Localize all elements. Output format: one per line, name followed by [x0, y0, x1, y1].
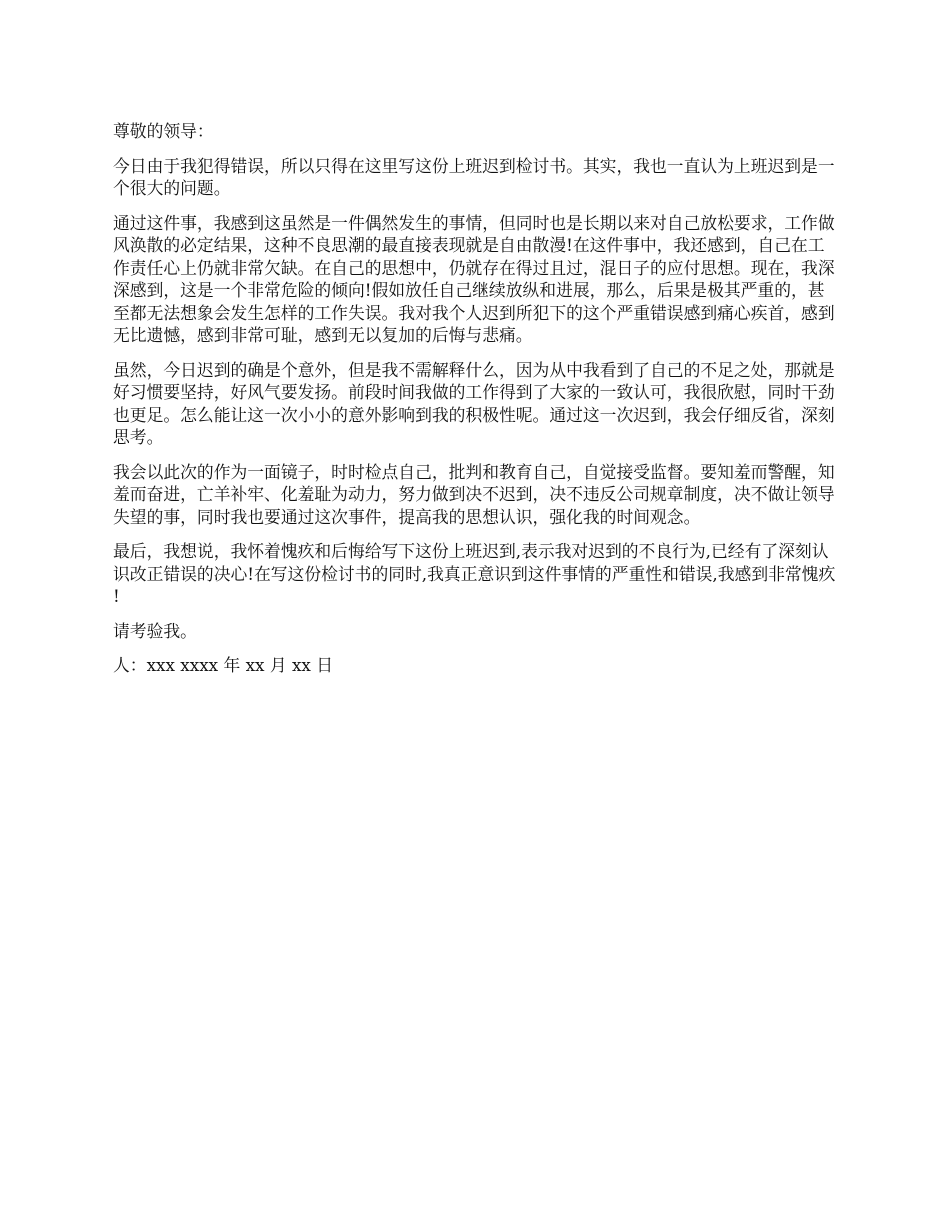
paragraph-3: 虽然，今日迟到的确是个意外，但是我不需解释什么，因为从中我看到了自己的不足之处，那就是好习惯要坚持，好风气要发扬。前段时间我做的工作得到了大家的一致认可，我很欣慰，同时干劲也更足。怎么能让这一次小小的意外影响到我的积极性呢。通过这一次迟到，我会仔细反省，深刻思考。 — [113, 359, 835, 447]
salutation: 尊敬的领导： — [113, 121, 214, 141]
paragraph-5: 最后，我想说，我怀着愧疚和后悔给写下这份上班迟到,表示我对迟到的不良行为,已经有了深刻认识改正错误的决心!在写这份检讨书的同时,我真正意识到这件事情的严重性和错误,我感到非常愧疚! — [113, 541, 836, 606]
document-page — [113, 120, 841, 689]
paragraph-2: 通过这件事，我感到这虽然是一件偶然发生的事情，但同时也是长期以来对自己放松要求，工作做风涣散的必定结果，这种不良思潮的最直接表现就是自由散漫!在这件事中，我还感到，自己在工作责任心上仍就非常欠缺。在自己的思想中，仍就存在得过且过，混日子的应付思想。现在，我深深感到，这是一个非常危险的倾向!假如放任自己继续放纵和进展，那么，后果是极其严重的，甚至都无法想象会发生怎样的工作失误。我对我个人迟到所犯下的这个严重错误感到痛心疾首，感到无比遗憾，感到非常可耻，感到无以复加的后悔与悲痛。 — [113, 212, 835, 345]
signature-line: 人：xxx xxxx 年 xx 月 xx 日 — [113, 655, 334, 675]
closing-line: 请考验我。 — [113, 620, 197, 641]
paragraph-4: 我会以此次的作为一面镜子，时时检点自己，批判和教育自己，自觉接受监督。要知羞而警醒，知羞而奋进，亡羊补牢、化羞耻为动力，努力做到决不迟到，决不违反公司规章制度，决不做让领导失望的事，同时我也要通过这次事件，提高我的思想认识，强化我的时间观念。 — [113, 461, 835, 527]
paragraph-1: 今日由于我犯得错误，所以只得在这里写这份上班迟到检讨书。其实，我也一直认为上班迟到是一个很大的问题。 — [113, 155, 835, 198]
